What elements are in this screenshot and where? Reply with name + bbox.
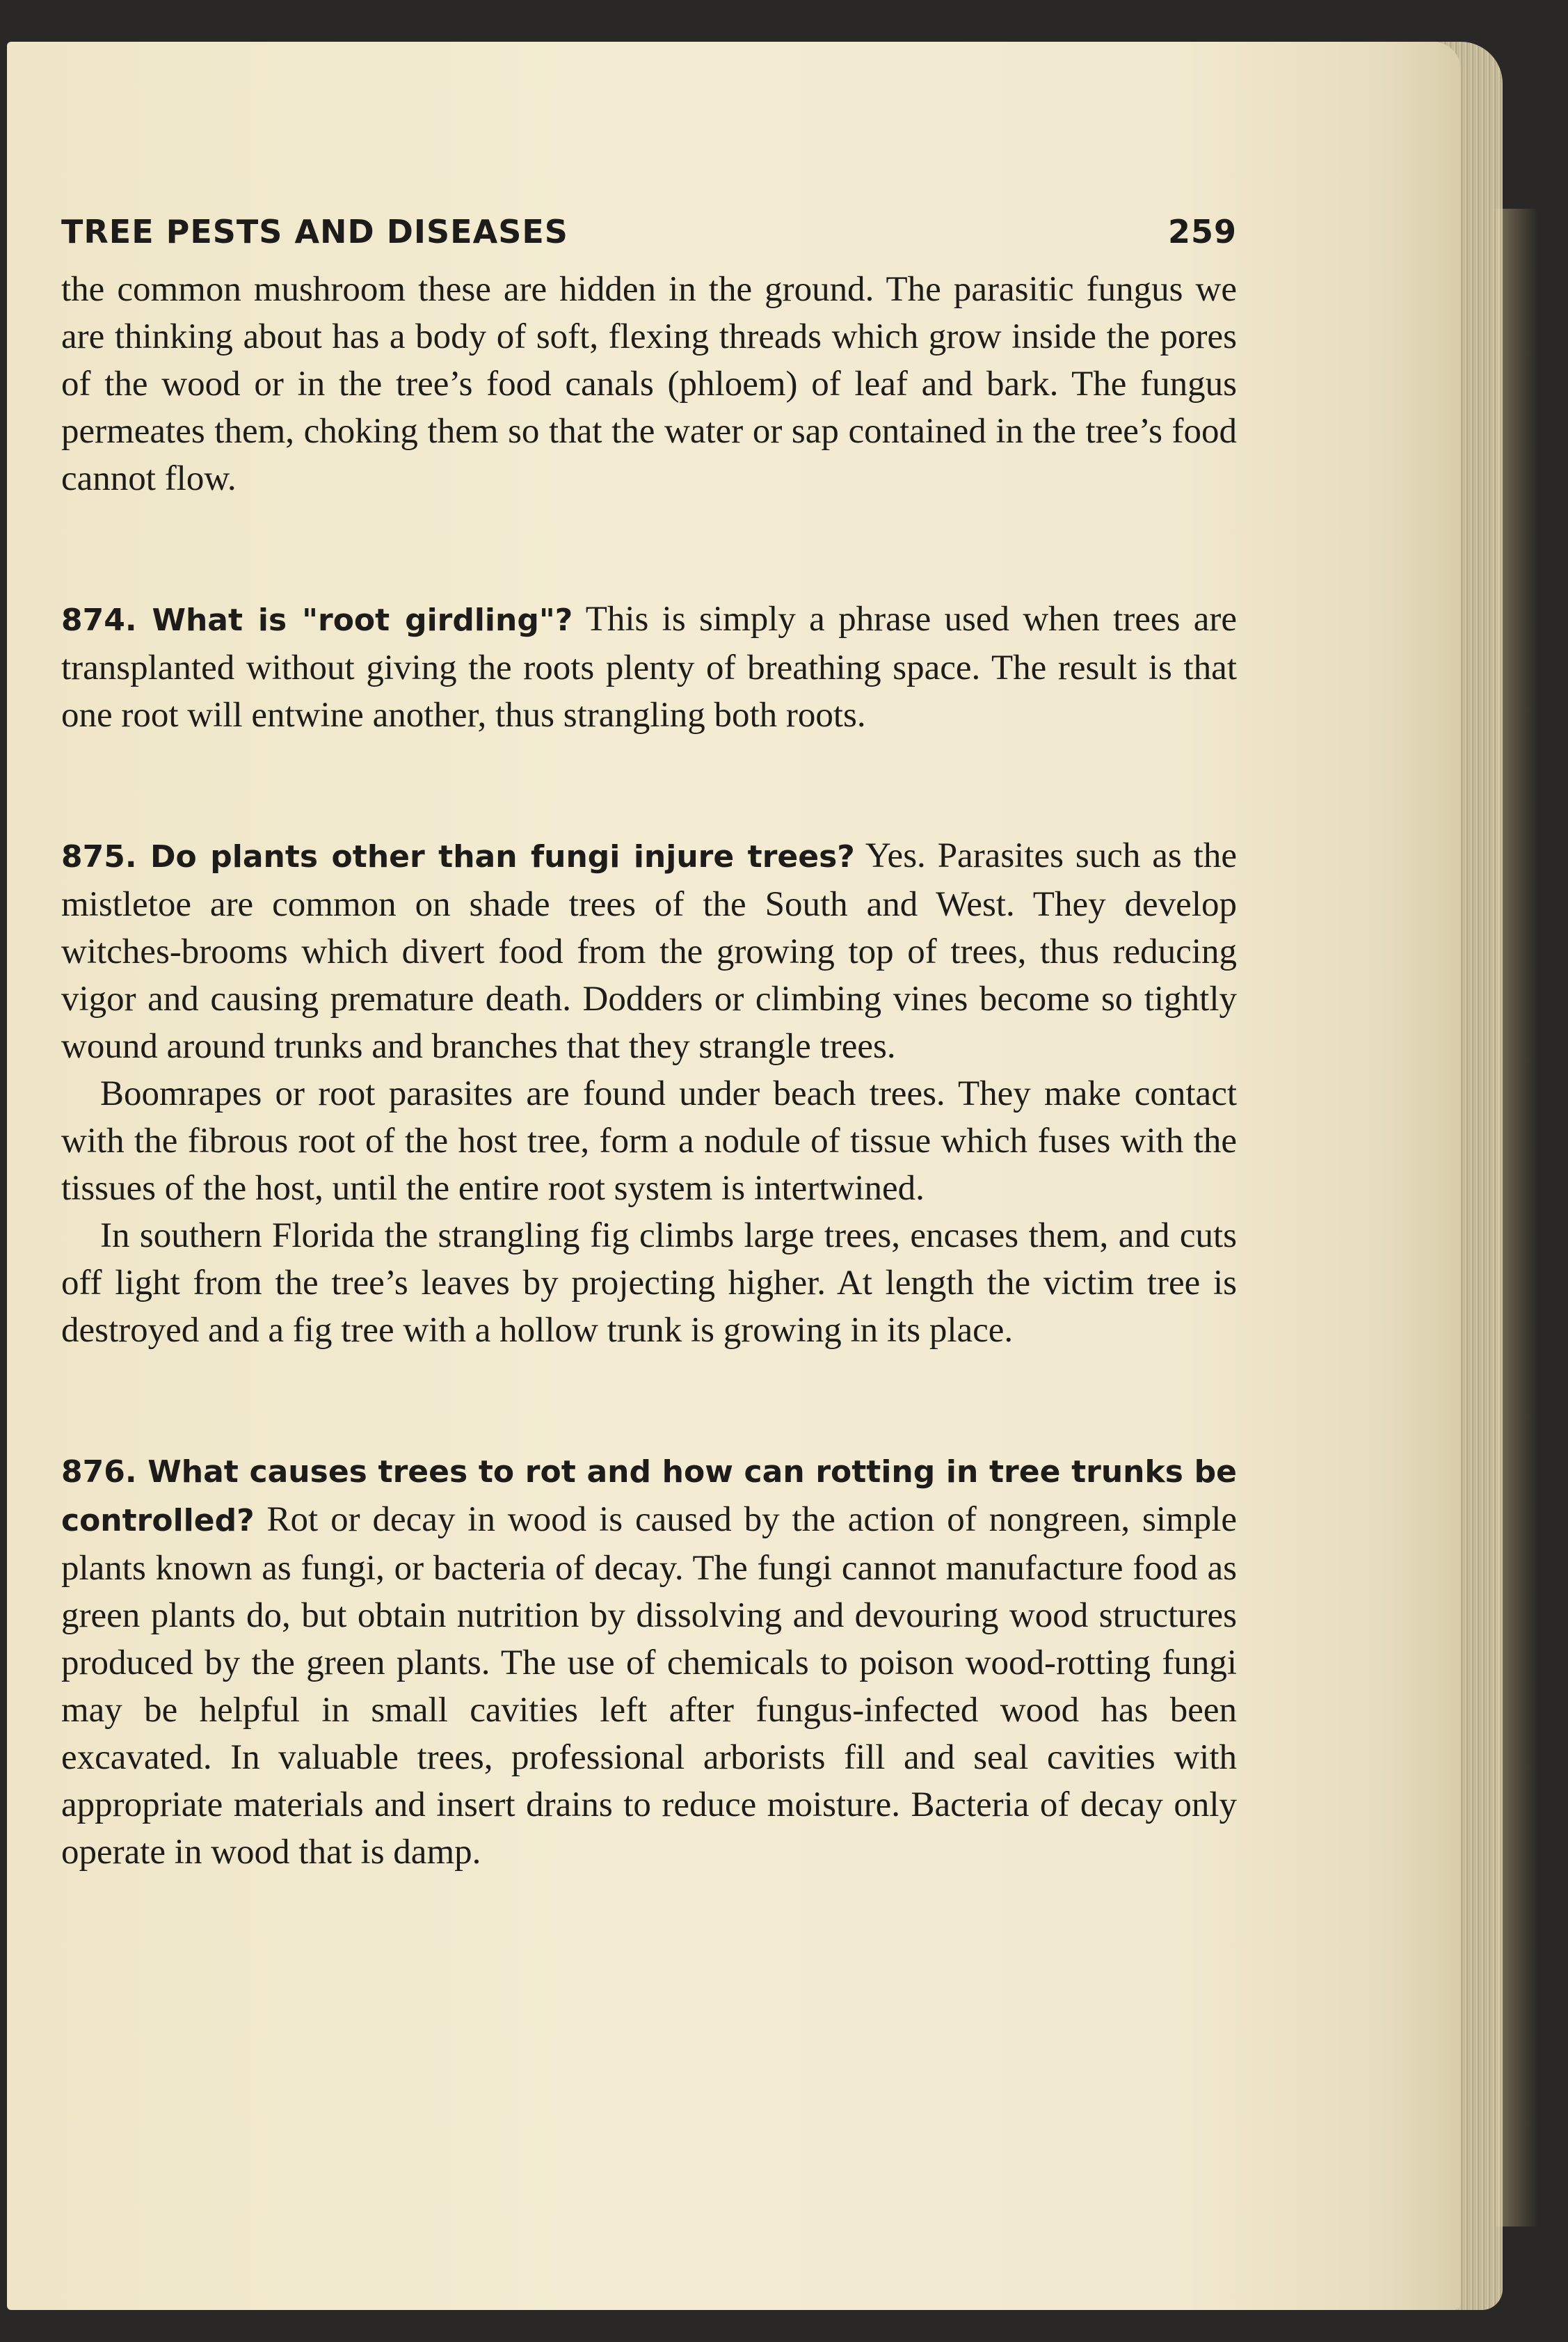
page-number: 259: [1167, 213, 1237, 250]
question-875-answer: Yes. Parasites such as the mistletoe are common on shade trees of the South and West. They develop witches-brooms which divert food from the growing top of trees, thus reducing vigor and causing premature death. Dodders or climbing vines become so tightly wound around trunks and branches that they strangle trees.: [61, 836, 1237, 1066]
running-head-title: TREE PESTS AND DISEASES: [61, 213, 568, 250]
question-875-paragraph-3: In southern Florida the strangling fig climbs large trees, encases them, and cuts off light from the tree’s leaves by projecting higher. At length the victim tree is destroyed and a fig tree with a hollow trunk is growing in its place.: [61, 1216, 1237, 1350]
running-head: [61, 213, 1237, 255]
question-874: [61, 596, 1237, 739]
book-page: [7, 42, 1461, 2310]
question-875-heading: 875. Do plants other than fungi injure trees?: [61, 839, 855, 875]
question-875-paragraph-2: Boomrapes or root parasites are found under beach trees. They make contact with the fibrous root of the host tree, form a nodule of tissue which fuses with the tissues of the host, until the entire root system is intertwined.: [61, 1074, 1237, 1208]
question-874-answer: This is simply a phrase used when trees are transplanted without giving the roots plenty of breathing space. The result is that one root will entwine another, thus strangling both roots.: [61, 600, 1237, 735]
paragraph-continued: the common mushroom these are hidden in the ground. The parasitic fungus we are thinking about has a body of soft, flexing threads which grow inside the pores of the wood or in the tree’s food canals (phloem) of leaf and bark. The fungus permeates them, choking them so that the water or sap contained in the tree’s food cannot flow.: [61, 270, 1237, 498]
body-text: [61, 266, 1237, 1876]
question-874-heading: 874. What is "root girdling"?: [61, 603, 573, 638]
question-876-heading: 876. What causes trees to rot and how can rotting in tree trunks be controlled?: [61, 1454, 1237, 1538]
question-876: [61, 1447, 1237, 1876]
question-876-answer: Rot or decay in wood is caused by the action of nongreen, simple plants known as fungi, or bacteria of decay. The fungi cannot manufacture food as green plants do, but obtain nutrition by dissolving and devouring wood structures produced by the green plants. The use of chemicals to poison wood-rotting fungi may be helpful in small cavities left after fungus-infected wood has been excavated. In valuable trees, professional arborists fill and seal cavities with appropriate materials and insert drains to reduce moisture. Bacteria of decay only operate in wood that is damp.: [61, 1500, 1238, 1872]
question-875: [61, 832, 1237, 1070]
